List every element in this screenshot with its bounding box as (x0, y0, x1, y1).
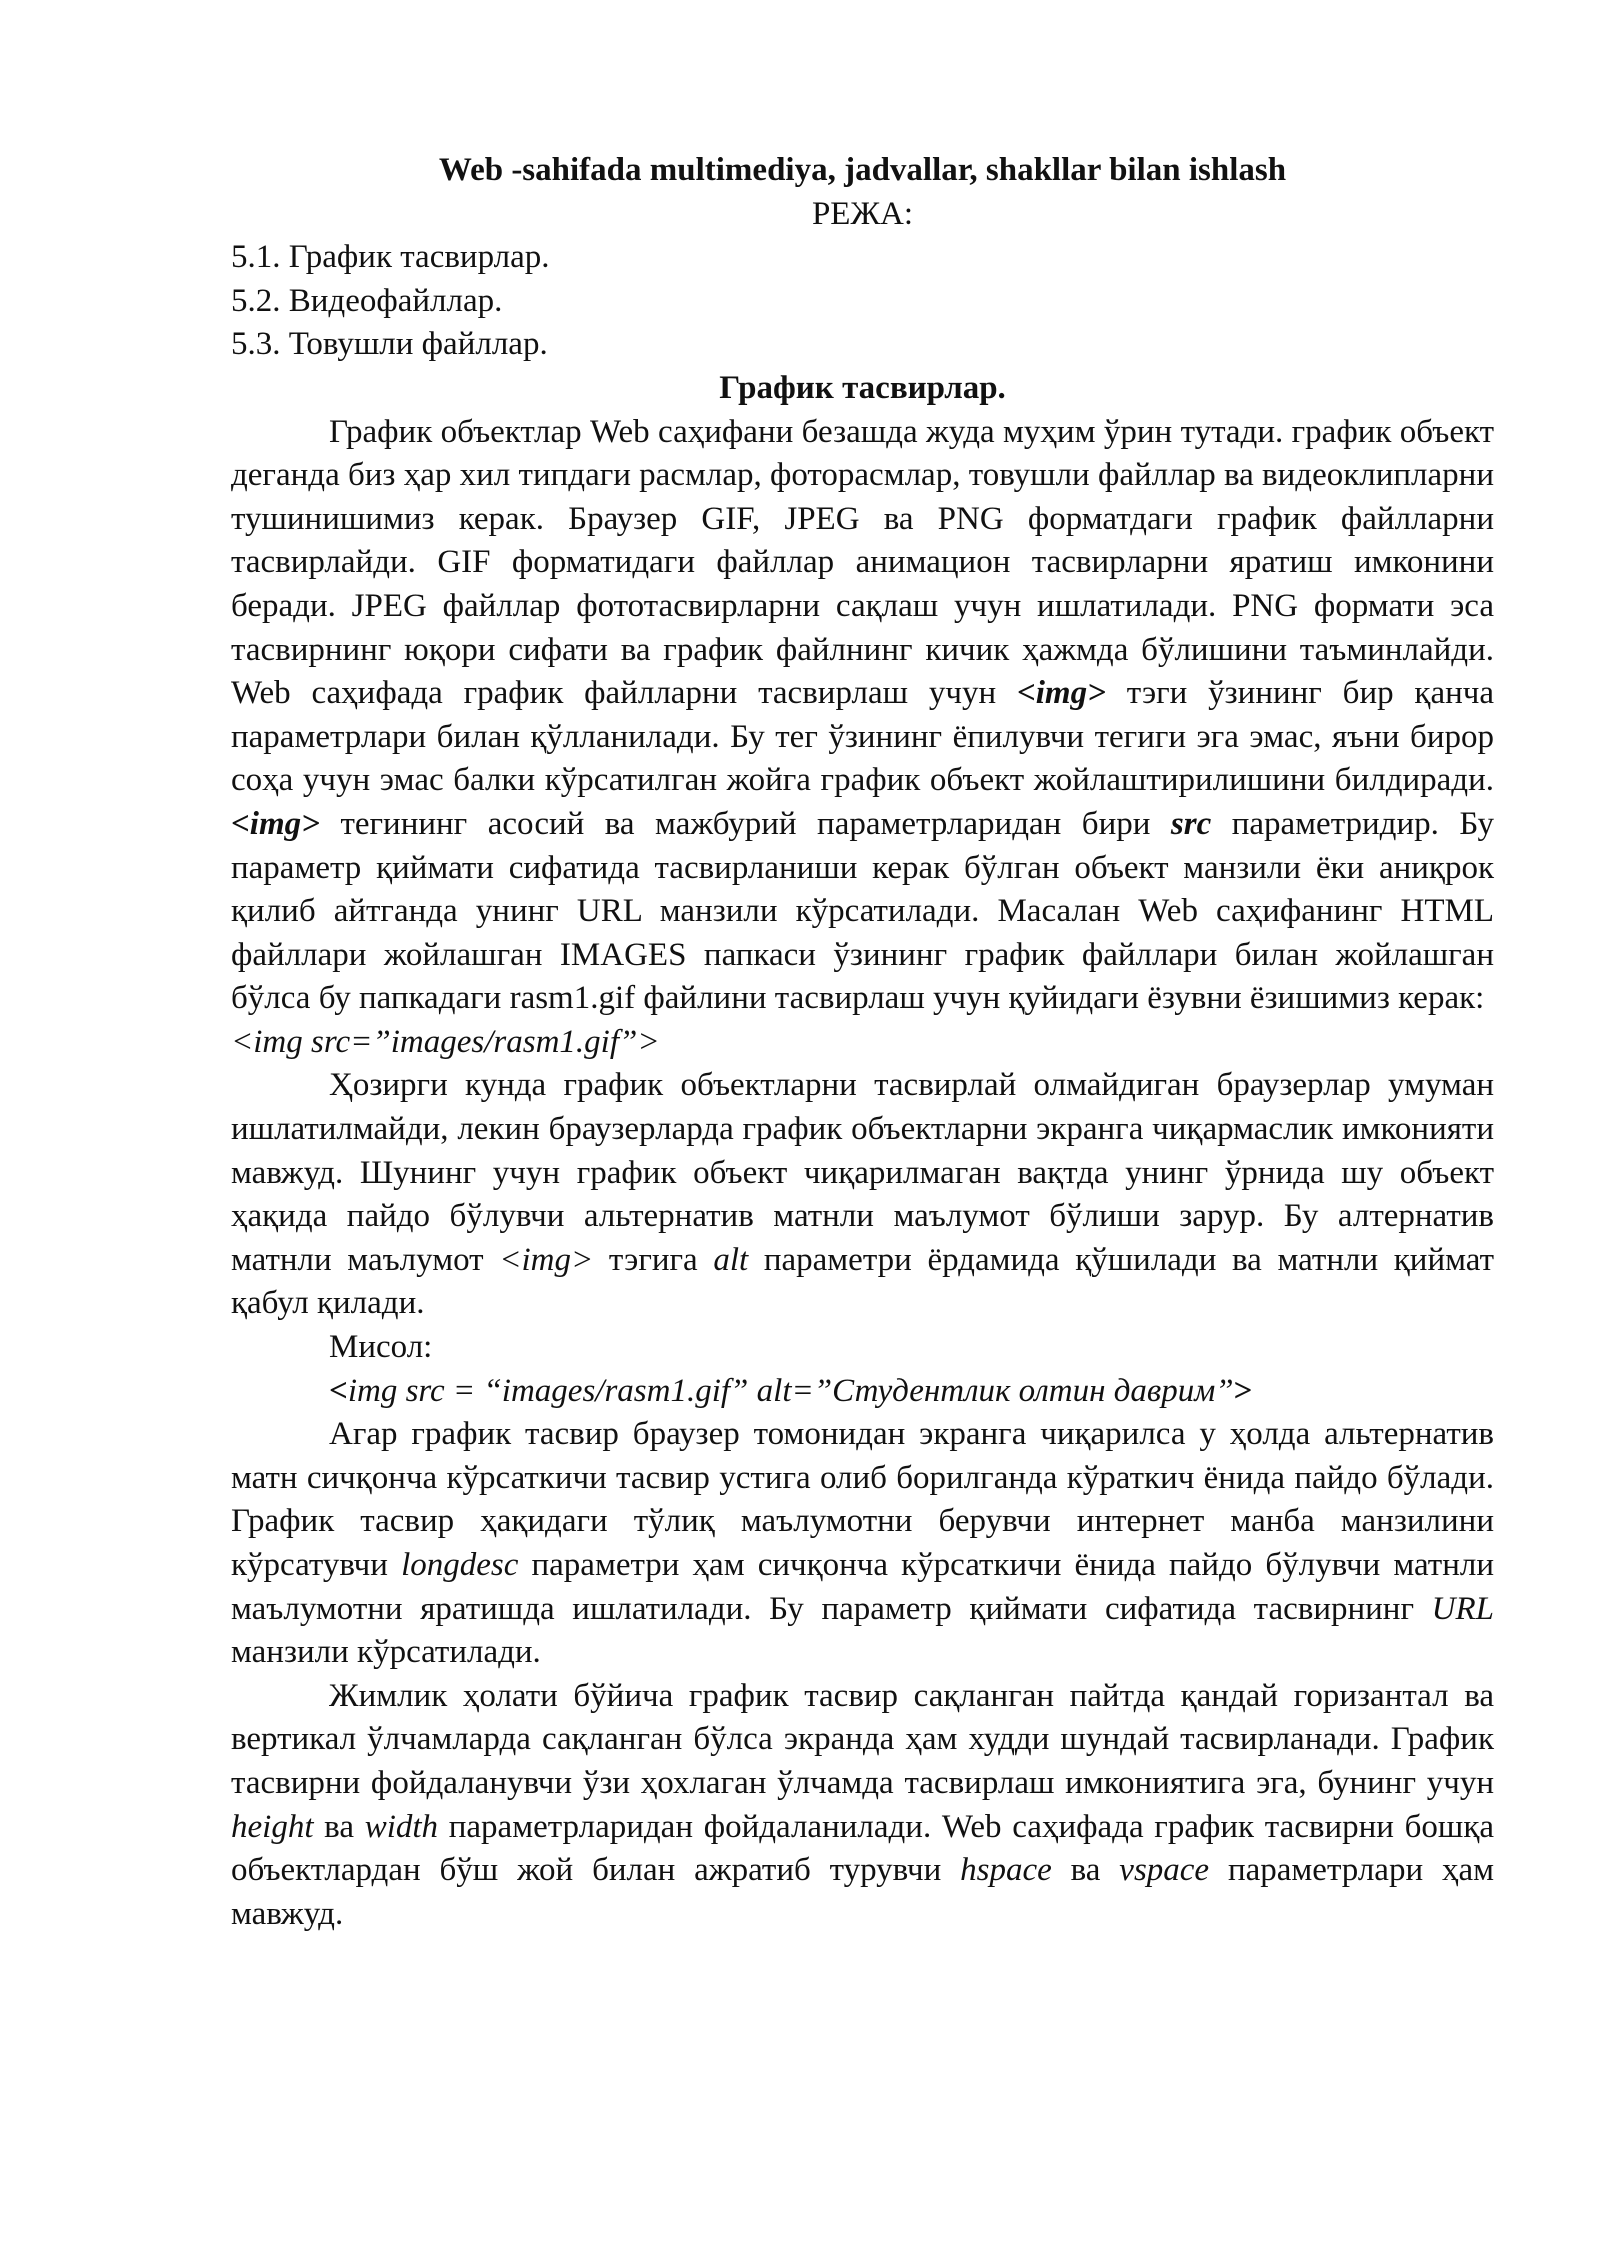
code-example-2 (231, 1370, 1494, 1414)
paragraph-1-text-c: тегининг асосий ва мажбурий параметрларидан бири (319, 805, 1171, 842)
code-example-2-body: img src = “images/rasm1.gif” alt=”Студентлик олтин даврим” (347, 1372, 1234, 1409)
hspace-param: hspace (960, 1852, 1052, 1889)
paragraph-3-text-b: параметри ҳам сичқонча кўрсаткичи ёнида пайдо бўлувчи матнли маълумотни яратишда ишлатилади. Бу параметр қиймати сифатида тасвирнинг (231, 1547, 1494, 1627)
paragraph-3-text-a: Агар график тасвир браузер томонидан экранга чиқарилса у ҳолда альтернатив матн сичқонча кўрсаткичи тасвир устига олиб борилганда кўраткич ёнида пайдо бўлади. График тасвир ҳақидаги тўлиқ маълумотни берувчи интернет манба манзилини кўрсатувчи (231, 1416, 1494, 1583)
example-label: Мисол: (329, 1329, 433, 1366)
paragraph-2-text-c: параметри ёрдамида қўшилади ва матнли қиймат қабул қилади. (231, 1241, 1494, 1322)
alt-param: alt (713, 1241, 749, 1278)
height-param: height (231, 1808, 314, 1845)
img-tag-2: <img> (231, 805, 320, 842)
src-param: src (1170, 805, 1212, 842)
longdesc-param: longdesc (401, 1547, 519, 1583)
paragraph-2-text-a: Ҳозирги кунда график объектларни тасвирлай олмайдиган браузерлар умуман ишлатилмайди, лекин браузерларда график объектларни экранга чиқармаслик имконияти мавжуд. Шунинг учун график объект чиқарилмаган вақтда унинг ўрнида шу объект ҳақида пайдо бўлувчи альтернатив матнли маълумот бўлиши зарур. Бу алтернатив матнли маълумот (231, 1067, 1494, 1278)
code-example-1: <img src=”images/rasm1.gif”> (231, 1023, 660, 1060)
code-example-2-open: < (329, 1372, 348, 1409)
paragraph-4-text-d: ва (1051, 1852, 1120, 1889)
paragraph-4-text-e: параметрлари ҳам мавжуд. (231, 1852, 1494, 1932)
width-param: width (364, 1808, 439, 1845)
document-page (231, 149, 1494, 1936)
paragraph-3 (231, 1413, 1494, 1675)
paragraph-1-text-b: тэги ўзининг бир қанча параметрлари билан қўлланилади. Бу тег ўзининг ёпилувчи тегиги эга эмас, яъни бирор соҳа учун эмас балки кўрсатилган жойга график объект жойлаштирилишини билдиради. (231, 675, 1495, 799)
code-example-2-close: > (1233, 1372, 1253, 1409)
vspace-param: vspace (1119, 1852, 1210, 1889)
url-term: URL (1431, 1590, 1494, 1627)
paragraph-2 (231, 1064, 1494, 1326)
paragraph-3-text-c: манзили кўрсатилади. (231, 1634, 541, 1671)
paragraph-1 (231, 411, 1494, 1021)
plan-heading: РЕЖА: (811, 195, 914, 232)
paragraph-4 (231, 1675, 1494, 1937)
plan-item-3: 5.3. Товушли файллар. (231, 326, 548, 363)
img-tag-inline: <img> (499, 1241, 594, 1278)
paragraph-1-text-d: параметридир. Бу параметр қиймати сифатида тасвирланиши керак бўлган объект манзили ёки аниқрок қилиб айтганда унинг URL манзили кўрсатилади. Масалан Web саҳифанинг HTML файллари жойлашган IMAGES папкаси ўзининг график файллари билан жойлашган бўлса бу папкадаги rasm1.gif файлини тасвирлаш учун қуйидаги ёзувни ёзишимиз керак: (231, 805, 1494, 1017)
paragraph-1-text-a: График объектлар Web саҳифани безашда жуда муҳим ўрин тутади. график объект деганда биз ҳар хил типдаги расмлар, фоторасмлар, товушли файллар ва видеоклипларни тушинишимиз керак. Браузер GIF, JPEG ва PNG форматдаги график файлларни тасвирлайди. GIF форматидаги файллар анимацион тасвирларни яратиш имконини беради. JPEG файллар фототасвирларни сақлаш учун ишлатилади. PNG формати эса тасвирнинг юқори сифати ва график файлнинг кичик ҳажмда бўлишини таъминлайди. Web саҳифада график файлларни тасвирлаш учун (231, 413, 1494, 712)
img-tag-1: <img> (1016, 675, 1106, 712)
paragraph-4-text-a: Жимлик ҳолати бўйича график тасвир сақланган пайтда қандай горизантал ва вертикал ўлчамларда сақланган бўлса экранда ҳам худди шундай тасвирланади. График тасвирни фойдаланувчи ўзи ҳохлаган ўлчамда тасвирлаш имкониятига эга, бунинг учун (231, 1677, 1494, 1801)
paragraph-2-text-b: тэгига (593, 1241, 714, 1278)
paragraph-4-text-c: параметрларидан фойдаланилади. Web саҳифада график тасвирни бошқа объектлардан бўш жой билан ажратиб турувчи (231, 1808, 1495, 1889)
section-heading: График тасвирлар. (719, 369, 1006, 406)
plan-item-1: 5.1. График тасвирлар. (231, 239, 550, 276)
plan-item-2: 5.2. Видеофайллар. (231, 282, 503, 319)
document-title: Web -sahifada multimediya, jadvallar, shakllar bilan ishlash (438, 152, 1287, 188)
paragraph-4-text-b: ва (313, 1808, 365, 1845)
